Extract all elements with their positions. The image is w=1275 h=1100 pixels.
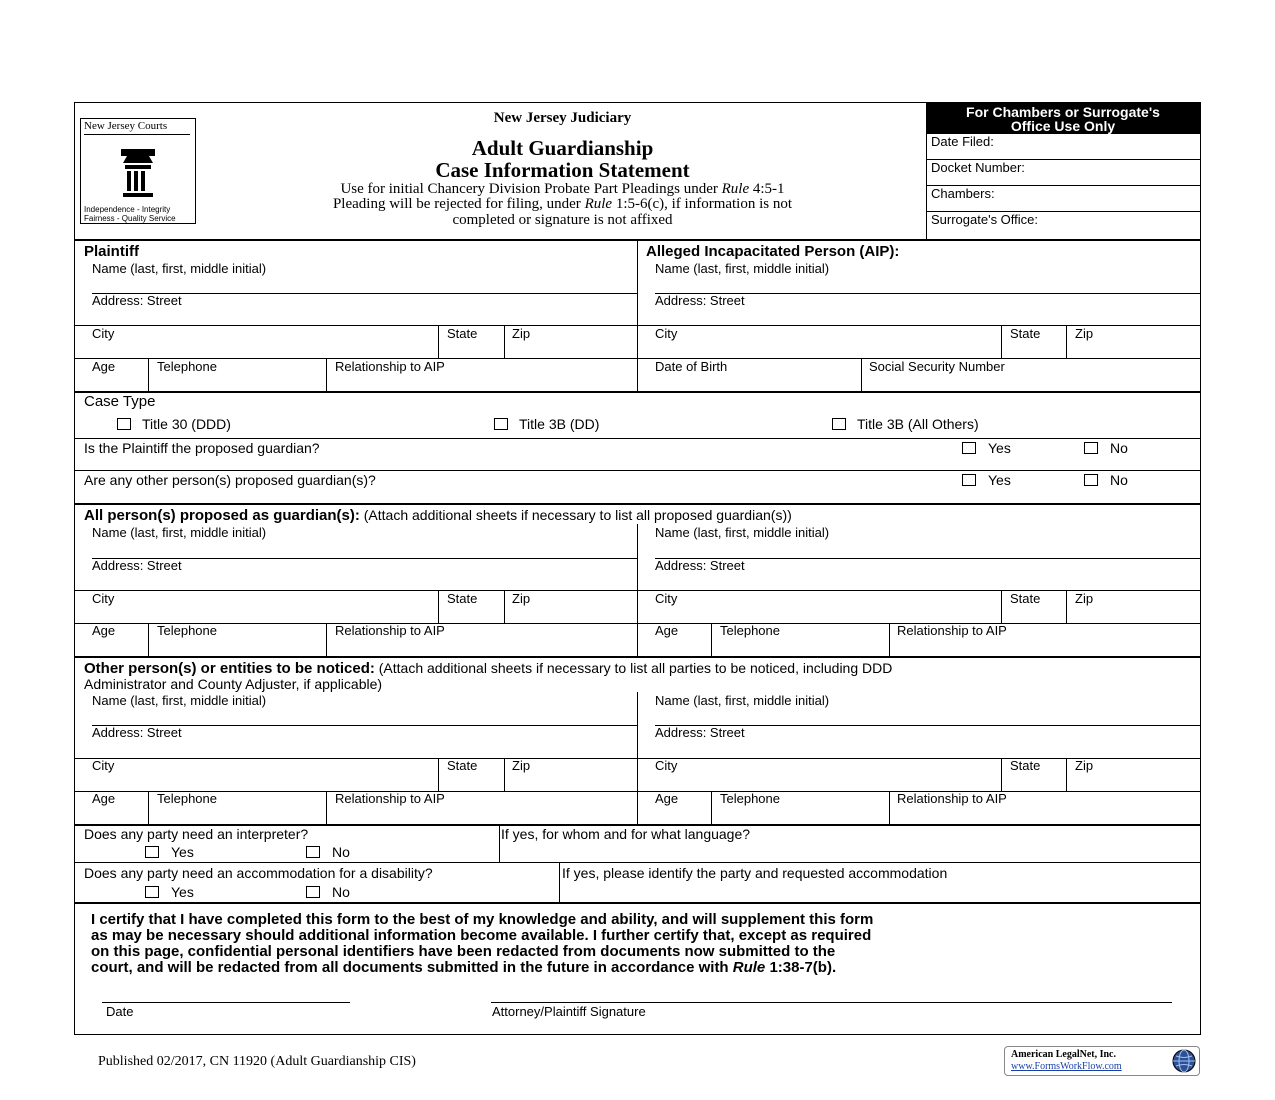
accommodation-yes-label: Yes bbox=[171, 884, 194, 900]
noticed1-relationship-field[interactable]: Relationship to AIP bbox=[335, 791, 445, 806]
header-note-line-1: Use for initial Chancery Division Probate Part Pleadings under Rule 4:5-1 bbox=[340, 181, 785, 197]
guardian1-telephone-field[interactable]: Telephone bbox=[157, 623, 217, 638]
attorney-signature-line[interactable] bbox=[491, 1002, 1172, 1003]
plaintiff-age-field[interactable]: Age bbox=[92, 359, 116, 374]
plaintiff-guardian-no-label: No bbox=[1110, 440, 1128, 456]
certification-text: I certify that I have completed this form to the best of my knowledge and ability, and will supplement this form as may be necessary should additional information become available. I further certify that, except as required on this page, confidential personal identifiers have been redacted from documents now submitted to the court, and will be redacted from all documents submitted in the future in accordance with Rule 1:38-7(b). bbox=[91, 911, 874, 976]
noticed2-age-field[interactable]: Age bbox=[655, 791, 679, 806]
title-30-label: Title 30 (DDD) bbox=[142, 416, 231, 432]
title-3b-dd-checkbox[interactable] bbox=[494, 418, 508, 430]
plaintiff-name-field[interactable]: Name (last, first, middle initial) bbox=[92, 261, 267, 276]
vendor-url[interactable]: www.FormsWorkFlow.com bbox=[1011, 1061, 1122, 1072]
noticed1-name-field[interactable]: Name (last, first, middle initial) bbox=[92, 693, 267, 708]
vendor-badge bbox=[1004, 1046, 1200, 1076]
logo-motto-1: Independence - Integrity bbox=[84, 205, 171, 214]
aip-address-field[interactable]: Address: Street bbox=[655, 293, 745, 308]
signature-label: Attorney/Plaintiff Signature bbox=[492, 1004, 646, 1019]
judiciary-name: New Jersey Judiciary bbox=[493, 110, 632, 126]
aip-city-field[interactable]: City bbox=[655, 326, 678, 341]
guardians-heading: All person(s) proposed as guardian(s): (Attach additional sheets if necessary to list all proposed guardian(s)) bbox=[84, 507, 792, 524]
plaintiff-guardian-no-checkbox[interactable] bbox=[1084, 442, 1098, 454]
noticed2-state-field[interactable]: State bbox=[1010, 758, 1041, 773]
chambers-field[interactable]: Chambers: bbox=[931, 186, 995, 201]
plaintiff-city-field[interactable]: City bbox=[92, 326, 115, 341]
noticed1-state-field[interactable]: State bbox=[447, 758, 478, 773]
date-signature-line[interactable] bbox=[102, 1002, 350, 1003]
guardian2-city-field[interactable]: City bbox=[655, 591, 678, 606]
guardian1-state-field[interactable]: State bbox=[447, 591, 478, 606]
interpreter-question: Does any party need an interpreter? bbox=[84, 826, 309, 842]
guardian2-address-field[interactable]: Address: Street bbox=[655, 558, 745, 573]
interpreter-no-label: No bbox=[332, 844, 350, 860]
aip-state-field[interactable]: State bbox=[1010, 326, 1041, 341]
guardian2-zip-field[interactable]: Zip bbox=[1075, 591, 1094, 606]
title-3b-dd-label: Title 3B (DD) bbox=[519, 416, 600, 432]
other-guardians-question: Are any other person(s) proposed guardian(s)? bbox=[84, 472, 376, 488]
title-3b-others-label: Title 3B (All Others) bbox=[857, 416, 979, 432]
docket-number-field[interactable]: Docket Number: bbox=[931, 160, 1025, 175]
vendor-name: American LegalNet, Inc. bbox=[1011, 1049, 1116, 1060]
guardian2-telephone-field[interactable]: Telephone bbox=[720, 623, 780, 638]
aip-name-field[interactable]: Name (last, first, middle initial) bbox=[655, 261, 830, 276]
plaintiff-guardian-question: Is the Plaintiff the proposed guardian? bbox=[84, 440, 320, 456]
guardian1-zip-field[interactable]: Zip bbox=[512, 591, 531, 606]
nj-courts-logo bbox=[80, 118, 196, 224]
header-note-line-2: Pleading will be rejected for filing, under Rule 1:5-6(c), if information is not bbox=[332, 196, 793, 212]
guardian1-age-field[interactable]: Age bbox=[92, 623, 116, 638]
guardian1-city-field[interactable]: City bbox=[92, 591, 115, 606]
accommodation-no-checkbox[interactable] bbox=[306, 886, 320, 898]
interpreter-followup[interactable]: If yes, for whom and for what language? bbox=[501, 826, 751, 842]
plaintiff-guardian-yes-label: Yes bbox=[988, 440, 1011, 456]
noticed1-address-field[interactable]: Address: Street bbox=[92, 725, 182, 740]
guardian2-state-field[interactable]: State bbox=[1010, 591, 1041, 606]
noticed2-city-field[interactable]: City bbox=[655, 758, 678, 773]
guardian1-name-field[interactable]: Name (last, first, middle initial) bbox=[92, 525, 267, 540]
noticed2-relationship-field[interactable]: Relationship to AIP bbox=[897, 791, 1007, 806]
noticed2-address-field[interactable]: Address: Street bbox=[655, 725, 745, 740]
aip-dob-field[interactable]: Date of Birth bbox=[655, 359, 728, 374]
noticed1-city-field[interactable]: City bbox=[92, 758, 115, 773]
accommodation-no-label: No bbox=[332, 884, 350, 900]
noticed1-telephone-field[interactable]: Telephone bbox=[157, 791, 217, 806]
logo-title: New Jersey Courts bbox=[84, 120, 168, 132]
guardian2-name-field[interactable]: Name (last, first, middle initial) bbox=[655, 525, 830, 540]
case-type-title: Case Type bbox=[84, 393, 156, 410]
plaintiff-state-field[interactable]: State bbox=[447, 326, 478, 341]
guardian2-age-field[interactable]: Age bbox=[655, 623, 679, 638]
noticed-heading: Other person(s) or entities to be noticed: (Attach additional sheets if necessary to list all parties to be noticed, including DDD bbox=[84, 660, 893, 677]
pillar-icon bbox=[109, 141, 169, 201]
noticed1-age-field[interactable]: Age bbox=[92, 791, 116, 806]
other-guardians-yes-checkbox[interactable] bbox=[962, 474, 976, 486]
aip-title: Alleged Incapacitated Person (AIP): bbox=[646, 243, 900, 260]
header-note-line-3: completed or signature is not affixed bbox=[452, 212, 673, 228]
noticed2-telephone-field[interactable]: Telephone bbox=[720, 791, 780, 806]
plaintiff-guardian-yes-checkbox[interactable] bbox=[962, 442, 976, 454]
plaintiff-zip-field[interactable]: Zip bbox=[512, 326, 531, 341]
form-title-line-2: Case Information Statement bbox=[435, 158, 690, 182]
plaintiff-relationship-field[interactable]: Relationship to AIP bbox=[335, 359, 445, 374]
accommodation-yes-checkbox[interactable] bbox=[145, 886, 159, 898]
guardian2-relationship-field[interactable]: Relationship to AIP bbox=[897, 623, 1007, 638]
aip-ssn-field[interactable]: Social Security Number bbox=[869, 359, 1005, 374]
noticed1-zip-field[interactable]: Zip bbox=[512, 758, 531, 773]
globe-icon bbox=[1171, 1048, 1197, 1074]
accommodation-followup[interactable]: If yes, please identify the party and requested accommodation bbox=[562, 865, 948, 881]
title-3b-others-checkbox[interactable] bbox=[832, 418, 846, 430]
noticed2-zip-field[interactable]: Zip bbox=[1075, 758, 1094, 773]
plaintiff-address-field[interactable]: Address: Street bbox=[92, 293, 182, 308]
noticed2-name-field[interactable]: Name (last, first, middle initial) bbox=[655, 693, 830, 708]
logo-motto-2: Fairness - Quality Service bbox=[84, 214, 176, 223]
title-30-checkbox[interactable] bbox=[117, 418, 131, 430]
other-guardians-no-checkbox[interactable] bbox=[1084, 474, 1098, 486]
surrogate-office-field[interactable]: Surrogate's Office: bbox=[931, 212, 1039, 227]
plaintiff-title: Plaintiff bbox=[84, 243, 139, 260]
interpreter-no-checkbox[interactable] bbox=[306, 846, 320, 858]
guardian1-address-field[interactable]: Address: Street bbox=[92, 558, 182, 573]
other-guardians-no-label: No bbox=[1110, 472, 1128, 488]
interpreter-yes-label: Yes bbox=[171, 844, 194, 860]
date-label: Date bbox=[106, 1004, 134, 1019]
accommodation-question: Does any party need an accommodation for a disability? bbox=[84, 865, 433, 881]
office-use-header: For Chambers or Surrogate's Office Use Only bbox=[926, 103, 1200, 134]
date-filed-field[interactable]: Date Filed: bbox=[931, 134, 994, 149]
form-title-line-1: Adult Guardianship bbox=[471, 136, 654, 160]
other-guardians-yes-label: Yes bbox=[988, 472, 1011, 488]
noticed-heading-line-2: Administrator and County Adjuster, if applicable) bbox=[84, 676, 383, 692]
aip-zip-field[interactable]: Zip bbox=[1075, 326, 1094, 341]
guardian1-relationship-field[interactable]: Relationship to AIP bbox=[335, 623, 445, 638]
plaintiff-telephone-field[interactable]: Telephone bbox=[157, 359, 217, 374]
published-note: Published 02/2017, CN 11920 (Adult Guardianship CIS) bbox=[98, 1054, 416, 1069]
interpreter-yes-checkbox[interactable] bbox=[145, 846, 159, 858]
